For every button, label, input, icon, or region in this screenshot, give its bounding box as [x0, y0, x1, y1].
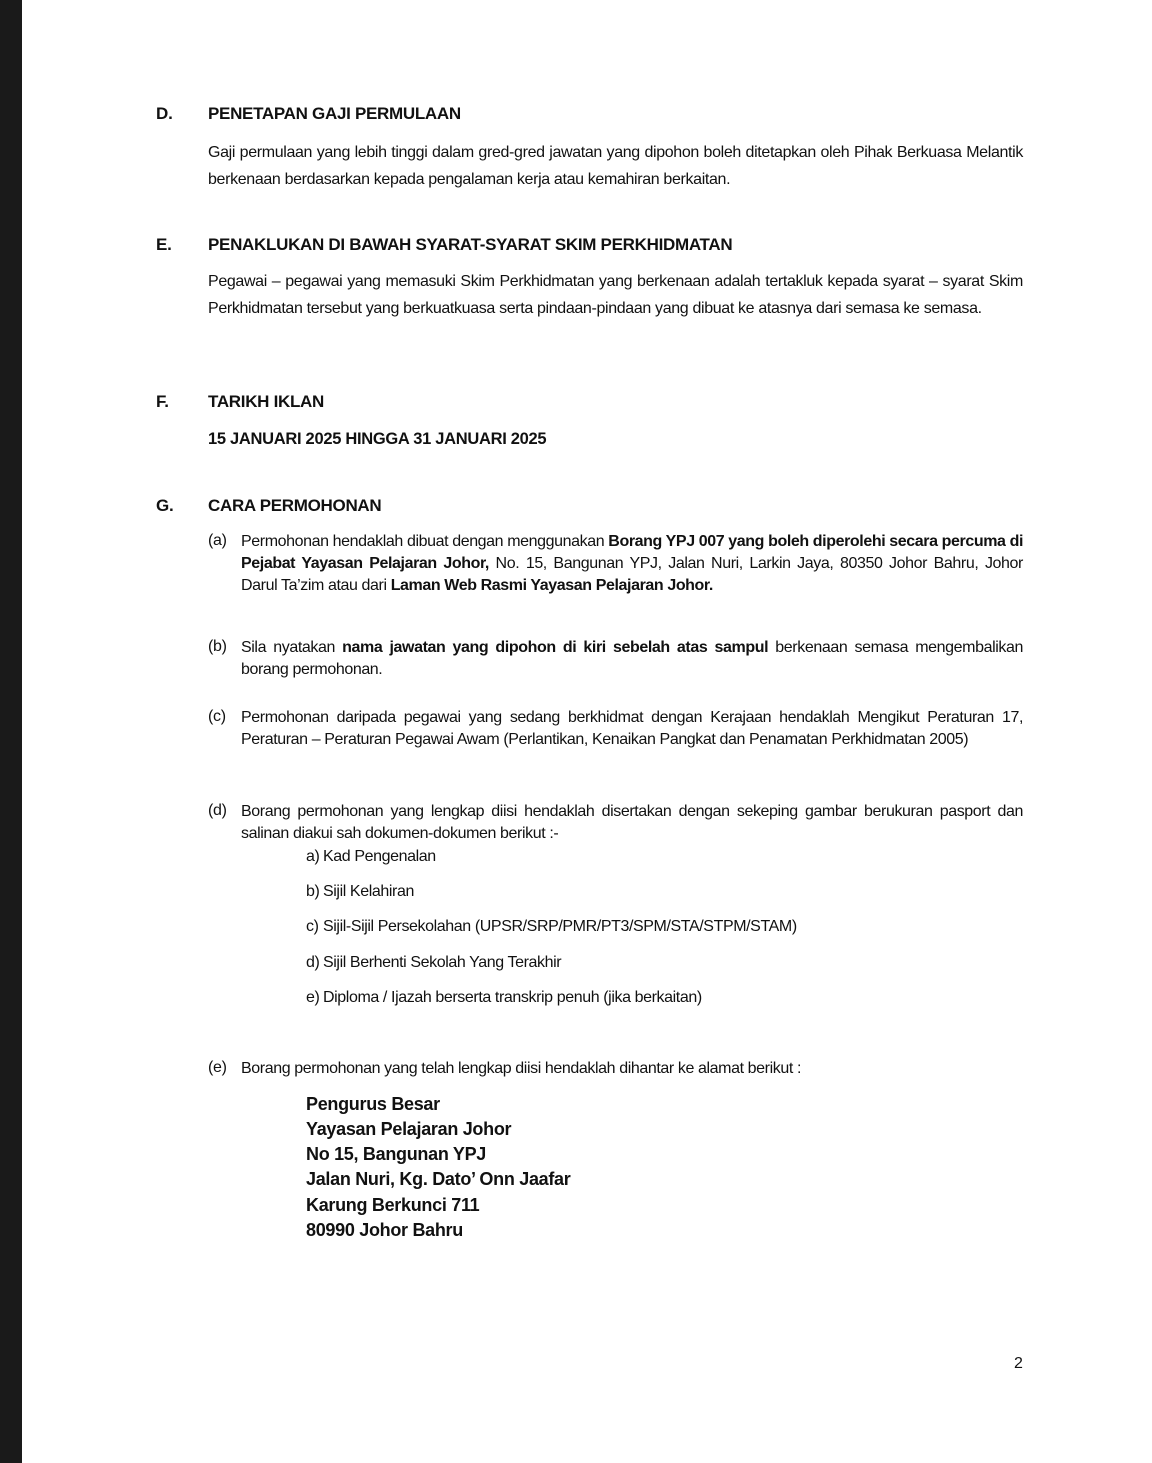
item-b-text: Sila nyatakan nama jawatan yang dipohon di kiri sebelah atas sampul berkenaan semasa mengembalikan borang permohonan. [241, 639, 1023, 678]
address-line: 80990 Johor Bahru [306, 1220, 463, 1240]
item-a-text: Permohonan hendaklah dibuat dengan menggunakan Borang YPJ 007 yang boleh diperolehi secara percuma di Pejabat Yayasan Pelajaran Johor, No. 15, Bangunan YPJ, Jalan Nuri, Larkin Jaya, 80350 Johor Bahru, Johor Darul Ta’zim atau dari Laman Web Rasmi Yayasan Pelajaran Johor. [241, 533, 1024, 594]
section-d-body: Gaji permulaan yang lebih tinggi dalam gred-gred jawatan yang dipohon boleh ditetapkan oleh Pihak Berkuasa Melantik berkenaan berdasarkan kepada pengalaman kerja atau kemahiran berkaitan. [208, 144, 1023, 188]
item-e-label: (e) [208, 1059, 227, 1076]
section-d-letter: D. [156, 104, 173, 123]
item-e-text: Borang permohonan yang telah lengkap diisi hendaklah dihantar ke alamat berikut : [241, 1060, 801, 1077]
section-d-title: PENETAPAN GAJI PERMULAAN [208, 104, 461, 123]
section-e-body: Pegawai – pegawai yang memasuki Skim Perkhidmatan yang berkenaan adalah tertakluk kepada syarat – syarat Skim Perkhidmatan tersebut yang berkuatkuasa serta pindaan-pindaan yang dibuat ke atasnya dari semasa ke semasa. [208, 273, 1023, 317]
address-line: Yayasan Pelajaran Johor [306, 1119, 512, 1139]
section-g-letter: G. [156, 496, 174, 515]
dark-left-border [0, 0, 22, 1463]
address-line: Jalan Nuri, Kg. Dato’ Onn Jaafar [306, 1169, 571, 1189]
item-c-text: Permohonan daripada pegawai yang sedang berkhidmat dengan Kerajaan hendaklah Mengikut Peraturan 17, Peraturan – Peraturan Pegawai Awam (Perlantikan, Kenaikan Pangkat dan Penamatan Perkhidmatan 2005) [241, 709, 1023, 748]
document-list-item: c) Sijil-Sijil Persekolahan (UPSR/SRP/PMR/PT3/SPM/STA/STPM/STAM) [306, 918, 797, 935]
page-number: 2 [1014, 1355, 1023, 1372]
document-list-item: d) Sijil Berhenti Sekolah Yang Terakhir [306, 954, 562, 971]
item-d-label: (d) [208, 802, 227, 819]
document-page [22, 0, 1152, 1463]
address-line: No 15, Bangunan YPJ [306, 1144, 487, 1164]
section-f-letter: F. [156, 392, 169, 411]
item-a-label: (a) [208, 532, 227, 549]
item-b-label: (b) [208, 638, 227, 655]
document-list-item: a) Kad Pengenalan [306, 848, 436, 865]
document-list-item: e) Diploma / Ijazah berserta transkrip penuh (jika berkaitan) [306, 989, 702, 1006]
section-e-title: PENAKLUKAN DI BAWAH SYARAT-SYARAT SKIM PERKHIDMATAN [208, 235, 733, 254]
item-c-label: (c) [208, 708, 226, 725]
address-line: Pengurus Besar [306, 1094, 440, 1114]
advert-date-range: 15 JANUARI 2025 HINGGA 31 JANUARI 2025 [208, 430, 547, 448]
document-list-item: b) Sijil Kelahiran [306, 883, 414, 900]
address-line: Karung Berkunci 711 [306, 1195, 480, 1215]
section-g-title: CARA PERMOHONAN [208, 496, 382, 515]
section-f-title: TARIKH IKLAN [208, 392, 325, 411]
item-d-text: Borang permohonan yang lengkap diisi hendaklah disertakan dengan sekeping gambar berukuran pasport dan salinan diakui sah dokumen-dokumen berikut :- [241, 803, 1023, 842]
section-e-letter: E. [156, 235, 172, 254]
